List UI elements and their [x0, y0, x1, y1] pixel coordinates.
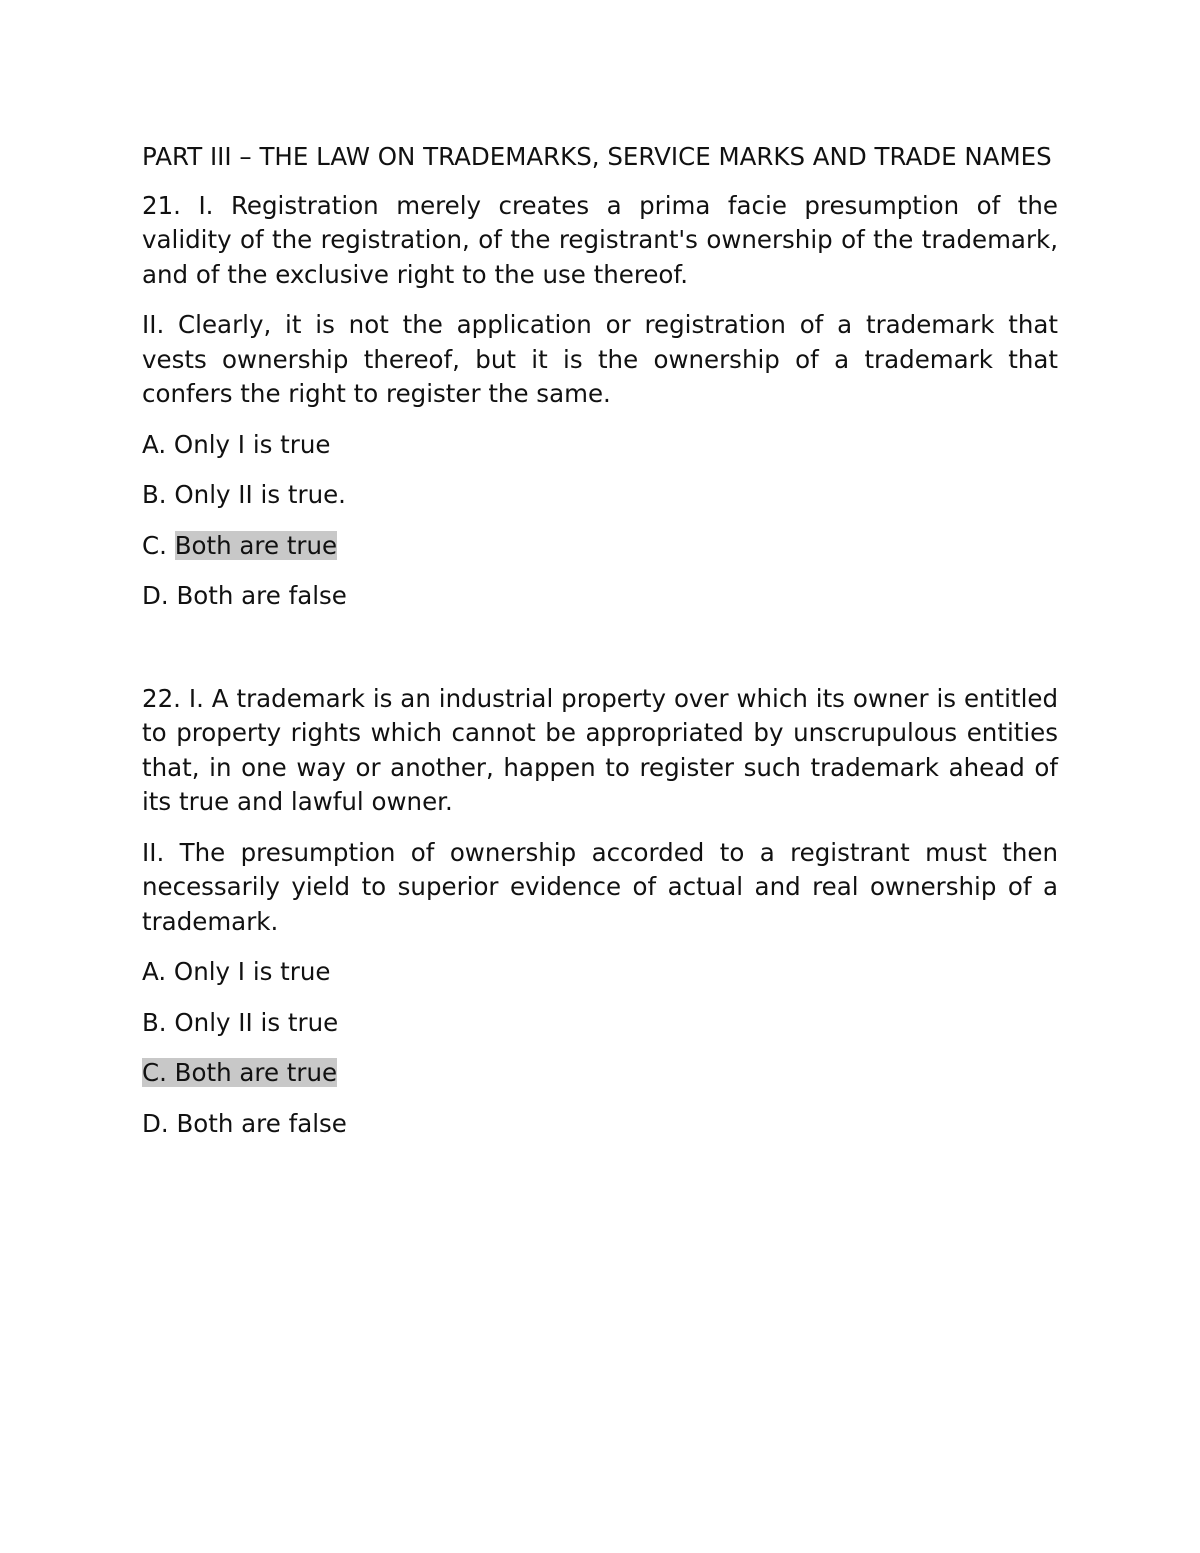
question-21-option-a: A. Only I is true [142, 429, 331, 459]
question-spacer [142, 630, 1058, 682]
question-21-statement-1: 21. I. Registration merely creates a prima facie presumption of the validity of the registration, of the registrant's ownership of the trademark, and of the exclusive right to the use thereof. [142, 190, 1058, 289]
question-22 [142, 682, 1058, 1142]
part-heading: PART III – THE LAW ON TRADEMARKS, SERVICE MARKS AND TRADE NAMES [142, 142, 1052, 171]
question-22-option-b: B. Only II is true [142, 1007, 339, 1037]
question-22-option-d: D. Both are false [142, 1108, 347, 1138]
question-21-option-b: B. Only II is true. [142, 480, 346, 509]
question-22-option-a: A. Only I is true [142, 957, 331, 986]
question-21-option-d: D. Both are false [142, 581, 347, 610]
question-22-option-c-highlighted-answer: C. Both are true [142, 1058, 338, 1087]
document-page [142, 140, 1058, 1157]
question-21-option-c-prefix: C. [142, 530, 175, 560]
question-21-option-c [142, 529, 1058, 564]
question-22-statement-2: II. The presumption of ownership accorded to a registrant must then necessarily yield to superior evidence of actual and real ownership of a trademark. [142, 837, 1058, 936]
question-22-statement-1: 22. I. A trademark is an industrial property over which its owner is entitled to property rights which cannot be appropriated by unscrupulous entities that, in one way or another, happen to register such trademark ahead of its true and lawful owner. [142, 683, 1058, 816]
question-21-statement-2: II. Clearly, it is not the application or registration of a trademark that vests ownership thereof, but it is the ownership of a trademark that confers the right to register the same. [142, 310, 1058, 408]
question-21 [142, 189, 1058, 614]
question-21-option-c-highlighted-answer: Both are true [174, 530, 338, 560]
question-22-option-c [142, 1056, 1058, 1091]
